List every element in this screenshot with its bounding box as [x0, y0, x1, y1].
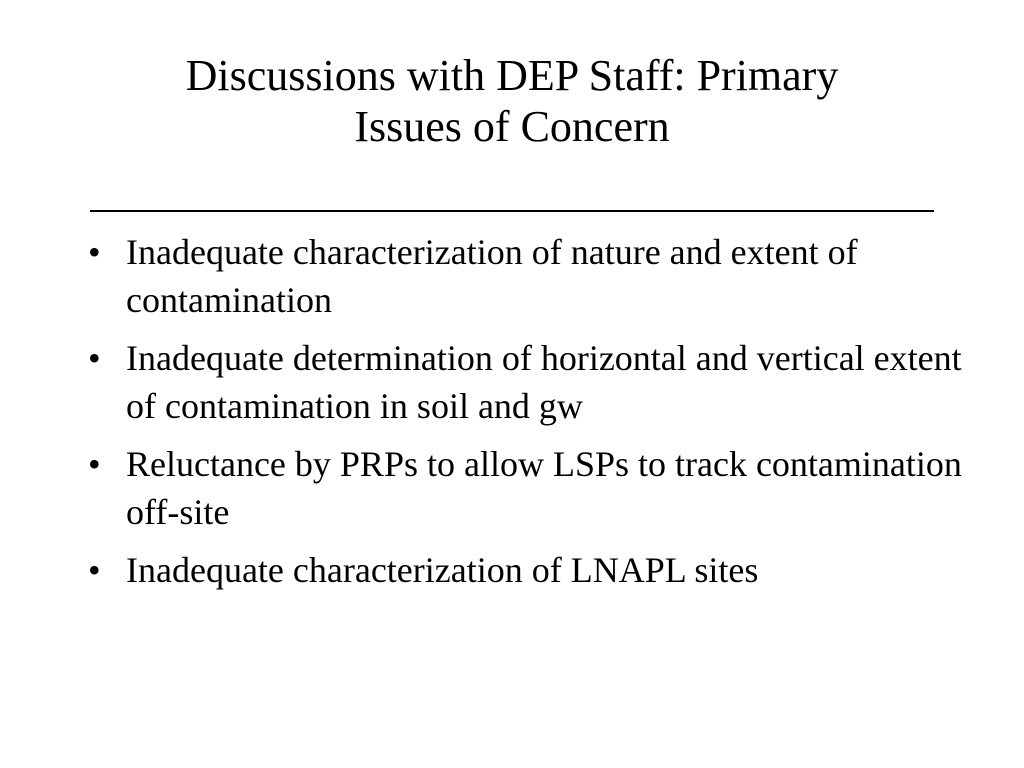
bullet-dot-icon: •: [88, 338, 101, 378]
slide-title-line-1: Discussions with DEP Staff: Primary: [185, 51, 839, 100]
title-underline-rule: [90, 210, 934, 212]
bullet-list: [88, 228, 968, 604]
slide-title: [80, 50, 944, 152]
bullet-text-4: Inadequate characterization of LNAPL sites: [126, 550, 759, 590]
bullet-item-2: [88, 334, 968, 430]
bullet-item-1: [88, 228, 968, 324]
bullet-text-2: Inadequate determination of horizontal and vertical extent of contamination in soil and gw: [126, 338, 962, 426]
bullet-item-3: [88, 440, 968, 536]
bullet-dot-icon: •: [88, 232, 101, 272]
bullet-item-4: [88, 546, 968, 594]
bullet-dot-icon: •: [88, 444, 101, 484]
slide-title-line-2: Issues of Concern: [354, 102, 670, 151]
bullet-text-1: Inadequate characterization of nature and extent of contamination: [126, 232, 858, 320]
bullet-text-3: Reluctance by PRPs to allow LSPs to track contamination off-site: [126, 444, 962, 532]
bullet-dot-icon: •: [88, 550, 101, 590]
